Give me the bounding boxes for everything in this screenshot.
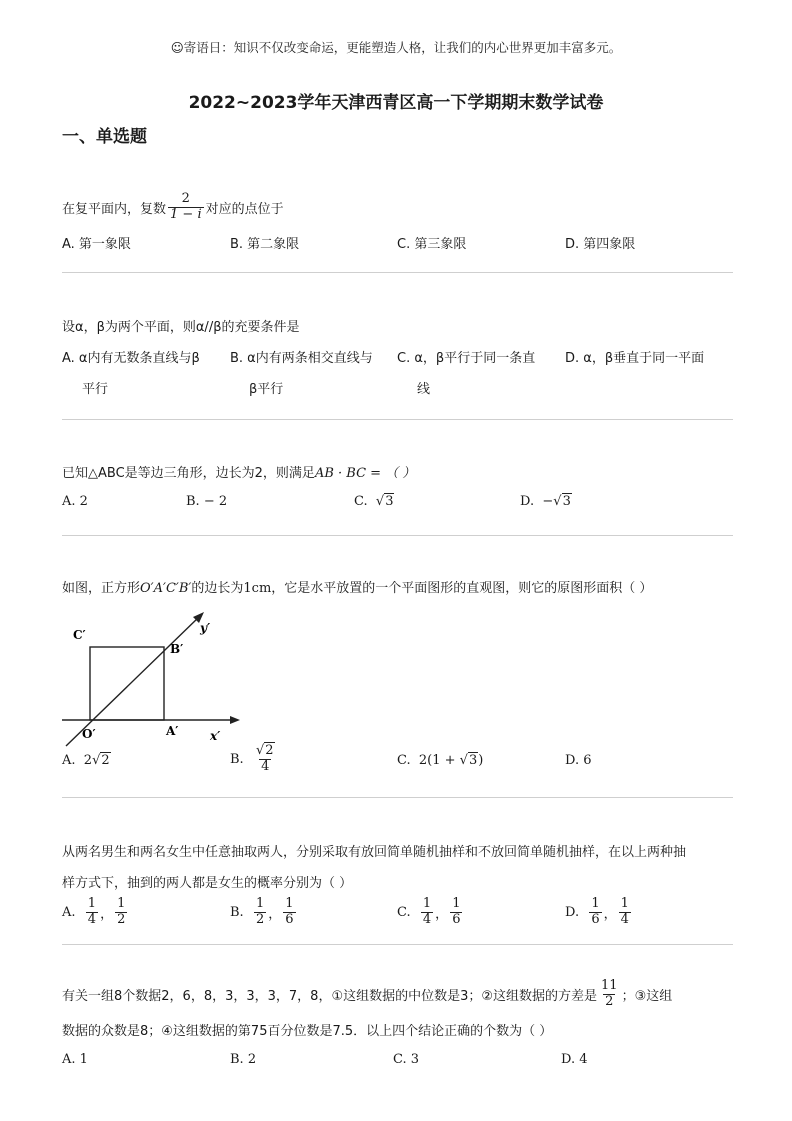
q1-stem-text: 在复平面内，复数 — [62, 201, 167, 217]
q4-option-a-label: A. — [62, 753, 76, 768]
q3-vector-expr: AB · BC = （ ） — [314, 466, 416, 481]
q2-option-a[interactable]: A. α内有无数条直线与β — [62, 351, 200, 366]
frac-den: 4 — [87, 911, 97, 927]
q4-option-a-coef: 2 — [83, 753, 93, 768]
section-heading: 一、单选题 — [62, 127, 147, 147]
q2-option-d[interactable]: D. α，β垂直于同一平面 — [565, 351, 705, 366]
q6-stem-line1 — [62, 979, 672, 1010]
q3-option-a[interactable]: A. 2 — [62, 494, 88, 509]
q5-stem-line1: 从两名男生和两名女生中任意抽取两人，分别采取有放回简单随机抽样和不放回简单随机抽样，在以上两种抽 — [62, 845, 687, 860]
q4-option-d[interactable]: D. 6 — [565, 753, 592, 768]
divider — [62, 535, 733, 536]
q1-stem — [62, 192, 284, 223]
q3-stem-text: 已知△ABC是等边三角形，边长为2，则满足 — [62, 466, 315, 481]
q6-option-d[interactable]: D. 4 — [561, 1052, 588, 1067]
q3-option-c[interactable]: C. √3 — [354, 494, 394, 509]
frac-den: 4 — [620, 911, 629, 927]
q4-option-c-label: C. — [397, 753, 411, 768]
q3-stem — [62, 462, 415, 481]
q3-option-c-value: 3 — [385, 494, 394, 509]
q4-stem-tail: ，它是水平放置的一个平面图形的直观图，则它的原图形面积（ ） — [271, 581, 653, 596]
q6-frac-den: 2 — [605, 993, 614, 1009]
q2-option-c[interactable]: C. α，β平行于同一条直 — [397, 351, 536, 366]
divider — [62, 419, 733, 420]
q4-stem — [62, 577, 652, 596]
q5-option-a[interactable]: A. $\frac{1}{4}$ ， $\frac{1}{2}$ — [62, 896, 126, 927]
frac-den: 6 — [452, 911, 461, 927]
q5-stem-line2: 样方式下，抽到的两人都是女生的概率分别为（ ） — [62, 876, 353, 891]
q4-option-c-radicand: 3 — [468, 753, 478, 768]
q4-option-a[interactable]: A. 2√2 — [62, 753, 110, 768]
frac-den: 4 — [422, 911, 432, 927]
q4-option-c[interactable]: C. 2(1 + √3) — [397, 753, 484, 768]
q5-option-b[interactable]: B. $\frac{1}{2}$ ， $\frac{1}{6}$ — [230, 896, 294, 927]
frac-num: 1 — [117, 896, 126, 911]
square-oacb — [90, 647, 164, 720]
frac-den: 6 — [591, 911, 600, 927]
q5-option-d-label: D. — [565, 904, 580, 920]
q6-variance-fraction — [599, 979, 620, 1010]
q3-option-d[interactable]: D. −√3 — [520, 494, 571, 509]
q4-option-a-radicand: 2 — [101, 753, 110, 768]
q1-option-c[interactable]: C. 第三象限 — [397, 237, 467, 252]
q6-stem-tail: ；③这组 — [621, 988, 673, 1004]
q3-option-c-label: C. — [354, 494, 368, 509]
frac-num: 1 — [452, 896, 461, 911]
q6-option-c[interactable]: C. 3 — [393, 1052, 420, 1067]
q6-option-b[interactable]: B. 2 — [230, 1052, 257, 1067]
frac-num: 1 — [620, 896, 629, 911]
frac-den: 2 — [255, 911, 265, 927]
label-b: B′ — [170, 642, 184, 656]
q2-option-b-cont: β平行 — [249, 382, 284, 397]
q4-option-b-num: 2 — [265, 743, 274, 758]
q6-stem-line2: 数据的众数是8；④这组数据的第75百分位数是7.5．以上四个结论正确的个数为（ ） — [62, 1024, 553, 1039]
q4-option-c-pre: 2(1 + — [418, 753, 456, 768]
frac-num: 1 — [422, 896, 432, 911]
q5-option-d[interactable]: D. $\frac{1}{6}$ ， $\frac{1}{4}$ — [565, 896, 629, 927]
q5-option-b-label: B. — [230, 904, 244, 920]
page-title: 2022~2023学年天津西青区高一下学期期末数学试卷 — [188, 93, 604, 113]
frac-num: 1 — [591, 896, 600, 911]
frac-num: 1 — [285, 896, 294, 911]
divider — [62, 797, 733, 798]
q4-unit: 1cm — [243, 581, 272, 596]
frac-num: 1 — [255, 896, 265, 911]
q6-option-a[interactable]: A. 1 — [62, 1052, 88, 1067]
q4-option-c-post: ) — [478, 753, 484, 768]
q4-option-b-fraction: $\frac{√2}{4}$ — [255, 743, 274, 774]
q1-option-a[interactable]: A. 第一象限 — [62, 237, 131, 252]
label-o: O′ — [82, 727, 96, 741]
q1-frac-num: 2 — [181, 191, 190, 206]
q1-option-d[interactable]: D. 第四象限 — [565, 237, 636, 252]
q1-option-b[interactable]: B. 第二象限 — [230, 237, 300, 252]
q4-option-b-label: B. — [230, 751, 244, 767]
divider — [62, 944, 733, 945]
q5-option-c[interactable]: C. $\frac{1}{4}$ ， $\frac{1}{6}$ — [397, 896, 461, 927]
q4-option-b[interactable] — [230, 744, 279, 775]
q2-option-c-cont: 线 — [417, 382, 431, 397]
q4-stem-text: 如图，正方形 — [62, 581, 141, 596]
q2-option-a-cont: 平行 — [82, 382, 109, 397]
q2-option-b[interactable]: B. α内有两条相交直线与 — [230, 351, 373, 366]
q4-oblique-figure — [58, 612, 248, 750]
q5-option-a-label: A. — [62, 904, 76, 920]
label-x: x′ — [210, 729, 221, 743]
label-c: C′ — [73, 628, 86, 642]
frac-den: 6 — [285, 911, 294, 927]
label-y: y′ — [200, 621, 211, 635]
label-a: A′ — [166, 724, 179, 738]
q1-stem-tail: 对应的点位于 — [205, 201, 284, 217]
frac-num: 1 — [87, 896, 97, 911]
q3-option-d-label: D. — [520, 494, 535, 509]
q5-option-c-label: C. — [397, 904, 411, 920]
q6-stem-text: 有关一组8个数据2，6，8，3，3，3，7，8，①这组数据的中位数是3；②这组数据的方差是 — [62, 988, 598, 1004]
q6-frac-num: 11 — [601, 978, 618, 993]
q3-option-b[interactable]: B. − 2 — [186, 494, 228, 509]
divider — [62, 272, 733, 273]
q4-stem-mid: 的边长为 — [191, 581, 244, 596]
q1-frac-den: 1 − i — [170, 206, 202, 222]
q3-option-d-value: 3 — [562, 494, 571, 509]
frac-den: 2 — [117, 911, 126, 927]
q2-stem: 设α，β为两个平面，则α//β的充要条件是 — [62, 320, 300, 335]
q1-fraction — [168, 192, 204, 223]
x-axis-arrow-icon — [230, 716, 240, 724]
motto: ☺寄语日：知识不仅改变命运，更能塑造人格，让我们的内心世界更加丰富多元。 — [170, 40, 622, 55]
q4-square-name: O′A′C′B′ — [140, 581, 192, 596]
q4-option-b-den: 4 — [261, 758, 270, 774]
